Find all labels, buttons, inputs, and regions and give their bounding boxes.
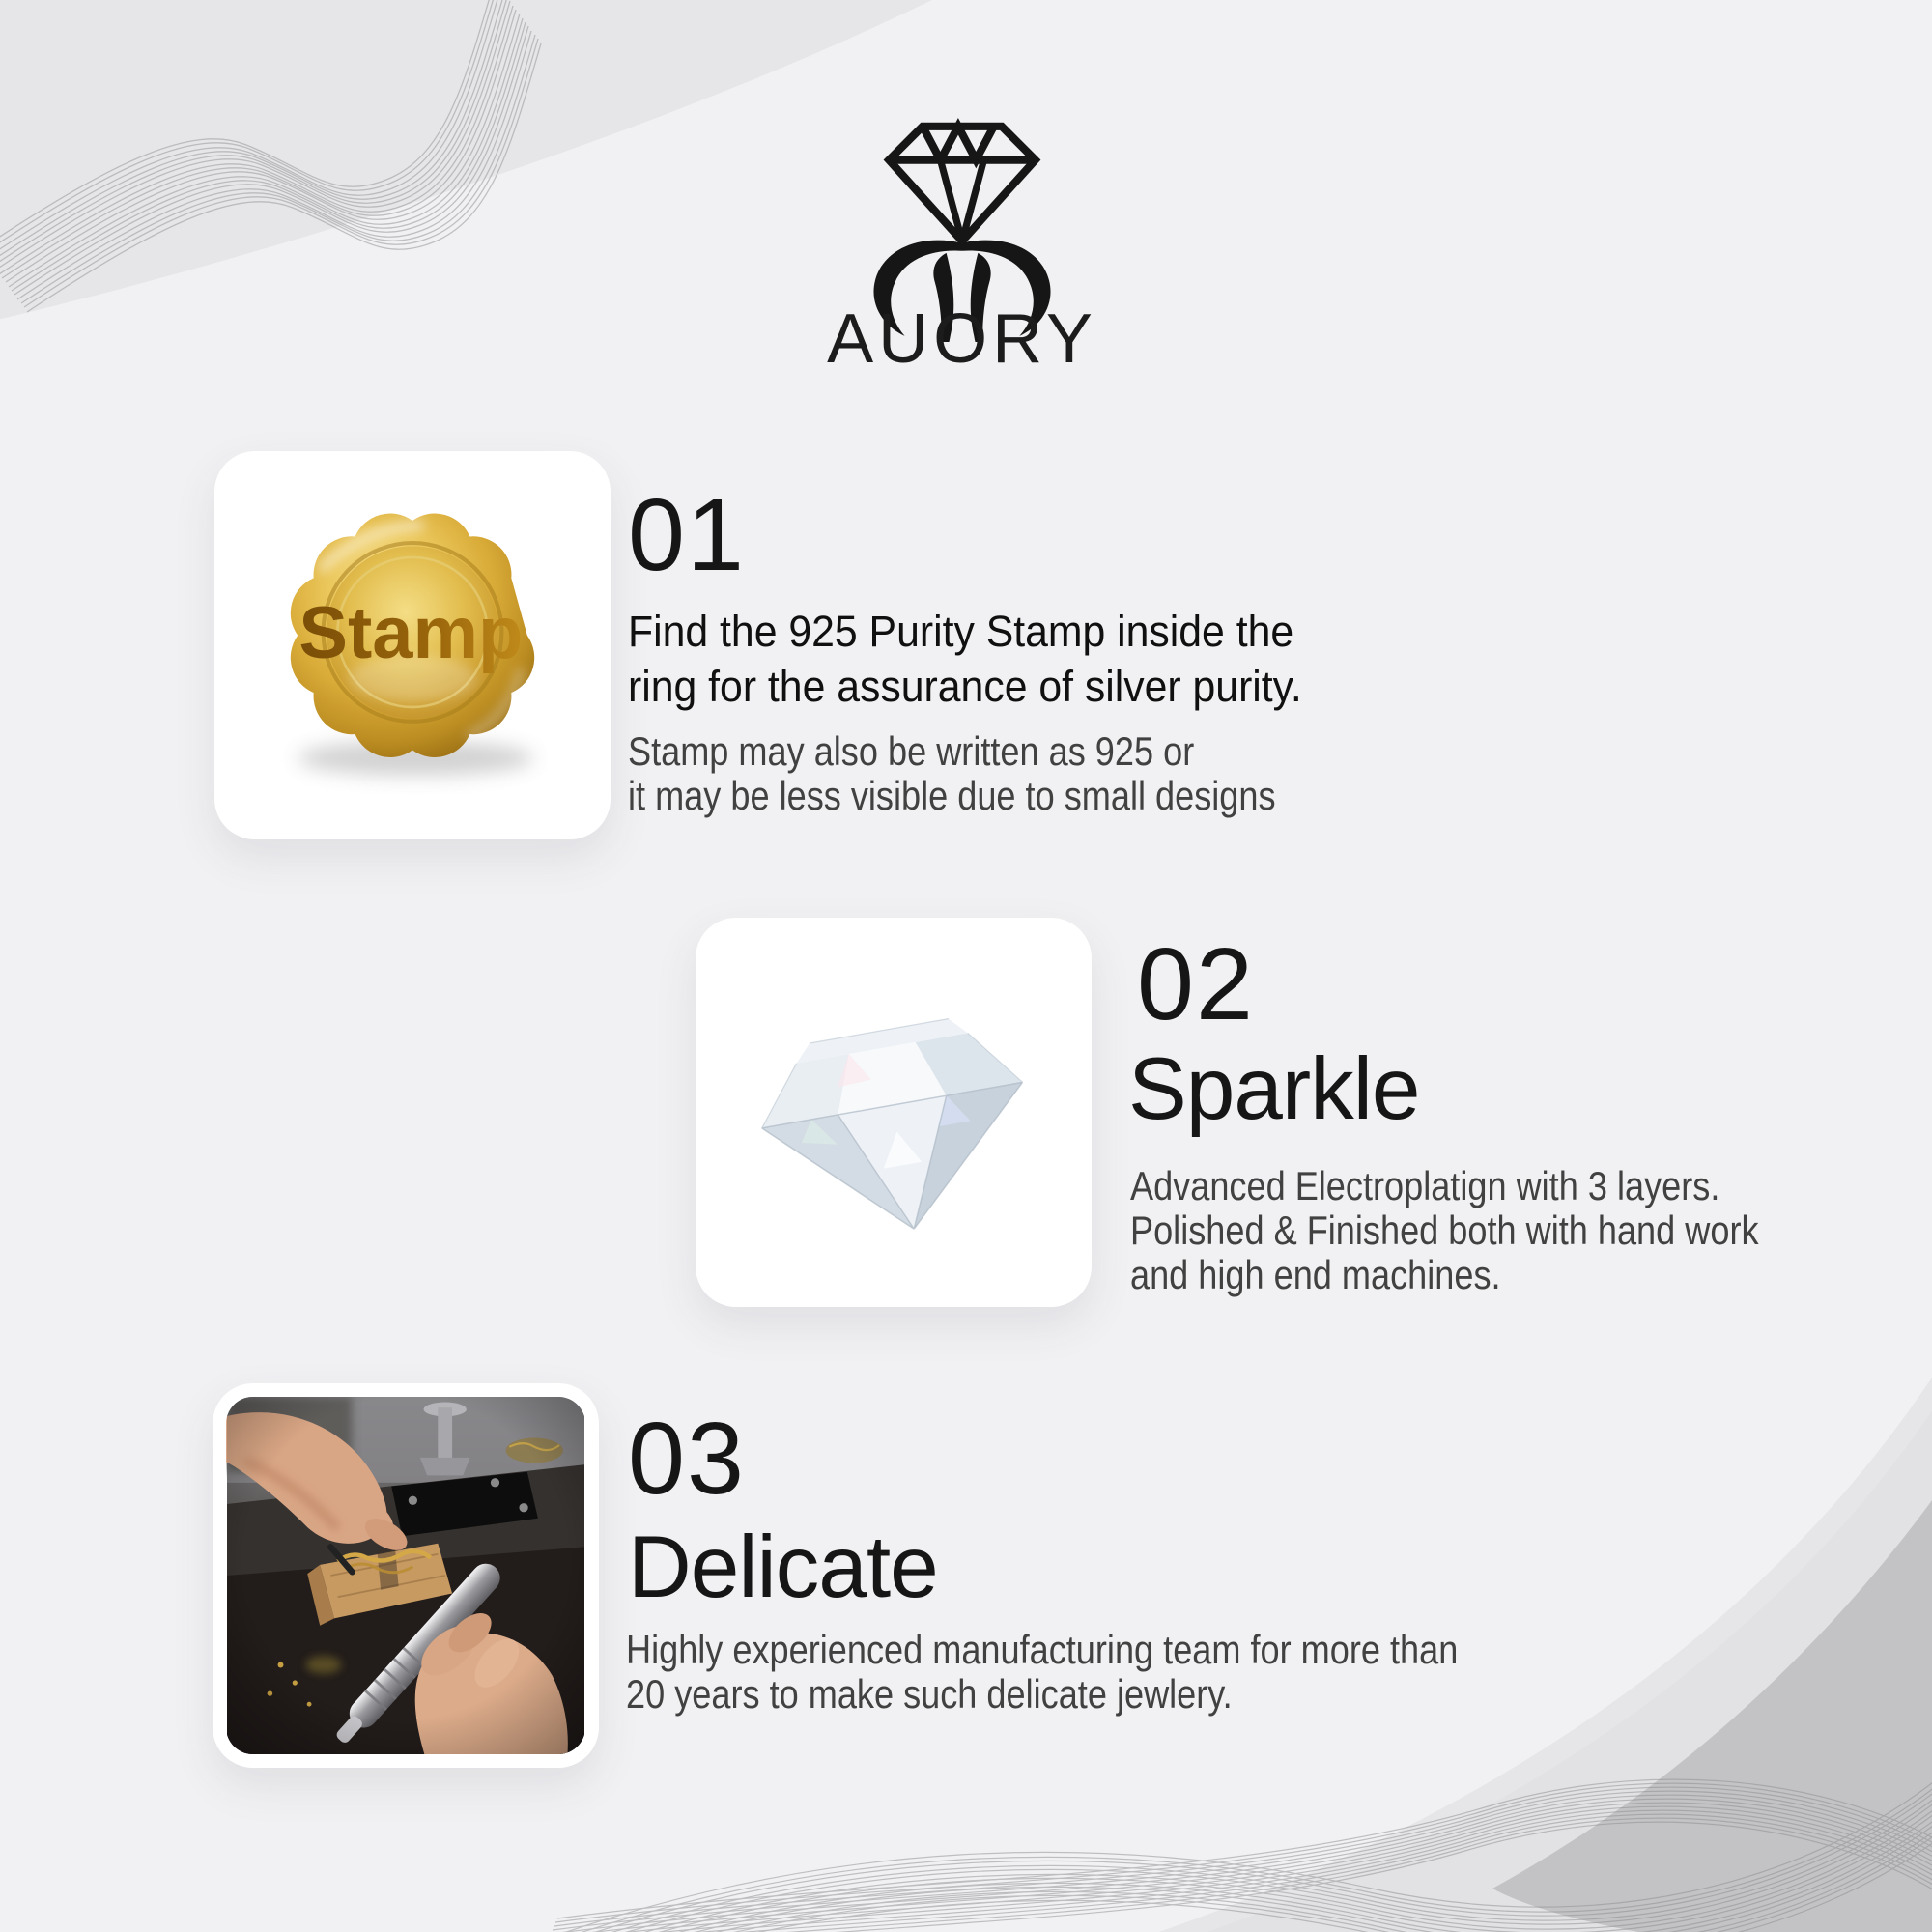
note-line: it may be less visible due to small designs — [628, 773, 1276, 818]
note-line: Stamp may also be written as 925 or — [628, 728, 1195, 774]
gold-wax-seal-image — [253, 484, 572, 803]
section-1-heading — [628, 604, 1302, 714]
body-line: and high end machines. — [1130, 1252, 1501, 1297]
section-3-title: Delicate — [628, 1519, 938, 1616]
section-1-image-card — [214, 451, 611, 839]
diamond-gem — [749, 1009, 1044, 1248]
section-2-image-card — [696, 918, 1092, 1307]
section-2-title: Sparkle — [1128, 1040, 1420, 1138]
section-1-note — [628, 729, 1276, 818]
body-line: Highly experienced manufacturing team for more than — [626, 1627, 1459, 1672]
section-1-number: 01 — [628, 478, 746, 592]
body-line: Advanced Electroplatign with 3 layers. — [1130, 1163, 1720, 1208]
section-2-number: 02 — [1137, 927, 1255, 1041]
body-line: Polished & Finished both with hand work — [1130, 1208, 1759, 1253]
jewelry-crafting-photo — [226, 1397, 585, 1754]
heading-line: ring for the assurance of silver purity. — [628, 662, 1302, 711]
diamond-image — [715, 987, 1072, 1248]
section-2-body — [1130, 1164, 1759, 1297]
section-3-number: 03 — [628, 1402, 746, 1516]
section-3-body — [626, 1628, 1458, 1717]
heading-line: Find the 925 Purity Stamp inside the — [628, 607, 1294, 656]
logo-diamond-outline — [889, 127, 1036, 242]
body-line: 20 years to make such delicate jewlery. — [626, 1671, 1233, 1717]
stamp-seal-text: Stamp — [298, 591, 524, 674]
section-3-image-card — [213, 1383, 599, 1768]
brand-name: AUORY — [827, 300, 1097, 378]
